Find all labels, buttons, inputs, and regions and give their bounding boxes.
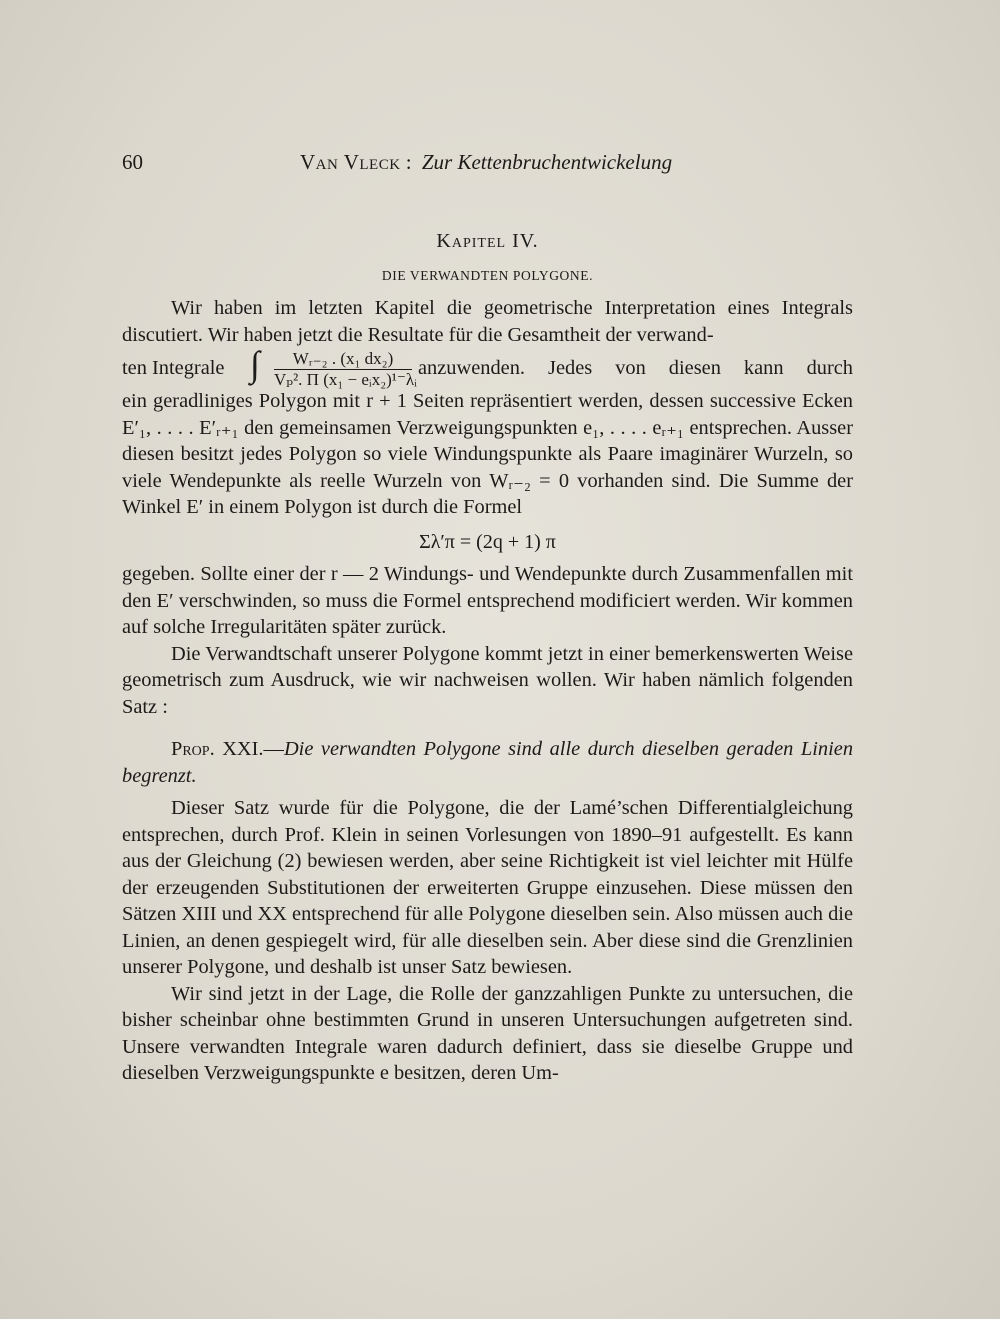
paragraph-5: Wir sind jetzt in der Lage, die Rolle der ganzzahligen Punkte zu untersuchen, die bisher scheinbar ohne bestimmten Grund in unseren Untersuchungen aufgetreten sind. Unsere verwandten Integrale waren dadurch definiert, dass sie dieselbe Gruppe und dieselben Verzweigungspunkte e besitzen, deren Um-: [122, 982, 853, 1084]
running-title: Zur Kettenbruchentwickelung: [421, 150, 673, 174]
body-text: [122, 228, 853, 1087]
integral-sign: ∫: [250, 344, 260, 384]
proposition-label: Prop. XXI.: [171, 738, 264, 760]
paragraph-1-start: Wir haben im letzten Kapitel die geometrische Interpretation eines Integrals discutiert. Wir haben jetzt die Resultate für die Gesamtheit der verwand-: [122, 297, 853, 346]
paragraph-2: gegeben. Sollte einer der r — 2 Windungs- und Wendepunkte durch Zusammenfallen mit den E′ verschwinden, so muss die Formel entsprechend modificiert werden. Wir kommen auf solche Irregularitäten später zurück.: [122, 563, 853, 638]
proposition-text: Die verwandten Polygone sind alle durch dieselben geraden Linien begrenzt.: [122, 738, 854, 787]
proposition-xxi: [122, 736, 853, 789]
fraction-numerator: Wᵣ₋₂ . (x₁ dx₂): [274, 350, 412, 370]
paragraph-4: Dieser Satz wurde für die Polygone, die der Lamé’schen Differentialgleichung entsprechen, durch Prof. Klein in seinen Vorlesungen von 1890–91 aufgestellt. Es kann aus der Gleichung (2) bewiesen werden, aber seine Richtigkeit ist viel leichter mit Hülfe der erzeugenden Substitutionen der erweiterten Gruppe einzusehen. Diese müssen den Sätzen XIII und XX entsprechend für alle Polygone dieselben sein. Also müssen auch die Linien, an denen gespiegelt wird, für alle dieselben sein. Aber diese sind die Grenzlinien unserer Polygone, und deshalb ist unser Satz bewiesen.: [122, 797, 853, 978]
chapter-heading: Kapitel IV.: [436, 230, 539, 252]
running-head: [300, 150, 672, 175]
paragraph-3: Die Verwandtschaft unserer Polygone kommt jetzt in einer bemerkenswerten Weise geometrisch zum Ausdruck, wie wir nachweisen wollen. Wir haben nämlich folgenden Satz :: [122, 642, 853, 718]
integral-line: [122, 344, 853, 389]
author-name: Van Vleck: [300, 150, 401, 174]
page-number: 60: [122, 150, 143, 174]
proposition-dash: —: [263, 738, 284, 760]
fraction-denominator: Vₚ². Π (x₁ − eᵢx₂)¹⁻λᵢ: [274, 370, 417, 389]
angle-sum-formula: Σλ′π = (2q + 1) π: [419, 530, 556, 553]
header-separator: :: [405, 150, 412, 174]
integral-trail-text: anzuwenden. Jedes von diesen kann durch: [418, 357, 853, 379]
running-header: [122, 150, 867, 180]
integrand-fraction: [274, 349, 417, 389]
paragraph-1-rest: ein geradliniges Polygon mit r + 1 Seiten repräsentiert werden, dessen successive Ecken E′₁, . . . . E′ᵣ₊₁ den gemeinsamen Verzweigungspunkten e₁, . . . . eᵣ₊₁ entsprechen. Ausser diesen besitzt jedes Polygon so viele Windungspunkte als Paare imaginärer Wurzeln, so viele Wendepunkte als reelle Wurzeln von Wᵣ₋₂ = 0 vorhanden sind. Die Summe der Winkel E′ in einem Polygon ist durch die Formel: [122, 390, 853, 518]
section-heading: DIE VERWANDTEN POLYGONE.: [381, 267, 594, 283]
integral-lead-text: ten Integrale: [122, 357, 225, 379]
